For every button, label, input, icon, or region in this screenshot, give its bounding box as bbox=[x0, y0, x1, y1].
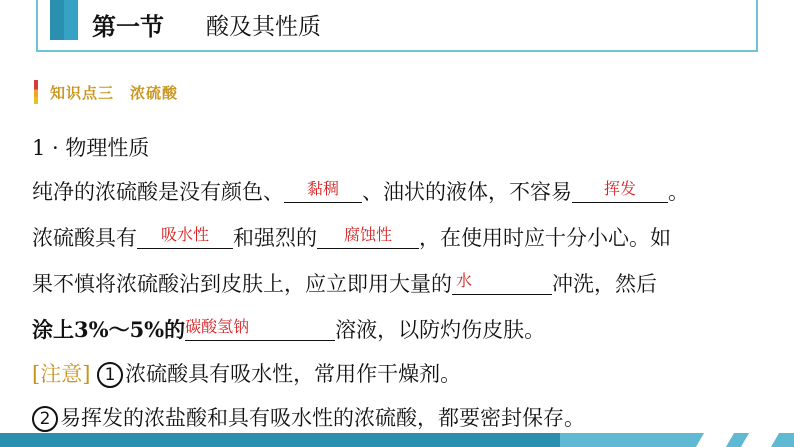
text-line-1: 纯净的浓硫酸是没有颜色、 黏稠 、油状的液体，不容易 挥发 。 bbox=[32, 176, 689, 206]
note-label: [注意] bbox=[32, 362, 91, 386]
text-line-2: 浓硫酸具有 吸水性 和强烈的 腐蚀性 ，在使用时应十分小心。如 bbox=[32, 222, 671, 252]
answer-text: 腐蚀性 bbox=[343, 225, 392, 244]
knowledge-point-tag bbox=[34, 80, 178, 104]
header-accent-light bbox=[64, 0, 78, 40]
answer-blank bbox=[185, 316, 335, 341]
note-line-1: [注意] 1 浓硫酸具有吸水性，常用作干燥剂。 bbox=[32, 362, 462, 386]
page-subtitle: 酸及其性质 bbox=[206, 14, 321, 40]
text-line-4: 涂上3%～5%的 碳酸氢钠 溶液，以防灼伤皮肤。 bbox=[32, 314, 545, 344]
answer-blank bbox=[137, 224, 233, 249]
page-title: 第一节 bbox=[92, 13, 164, 41]
circled-number-icon: 1 bbox=[97, 362, 123, 388]
tag-color-bar bbox=[34, 80, 38, 104]
answer-blank bbox=[572, 178, 668, 203]
answer-blank bbox=[452, 270, 552, 295]
answer-text: 吸水性 bbox=[160, 225, 209, 244]
tag-label: 知识点三 浓硫酸 bbox=[50, 83, 179, 102]
answer-text: 挥发 bbox=[603, 179, 636, 198]
answer-text: 黏稠 bbox=[306, 179, 339, 198]
circled-number-icon: 2 bbox=[32, 406, 58, 432]
note-line-2: 2 易挥发的浓盐酸和具有吸水性的浓硫酸，都要密封保存。 bbox=[32, 402, 585, 432]
answer-blank bbox=[284, 178, 362, 203]
answer-blank bbox=[317, 224, 419, 249]
text-line-3: 果不慎将浓硫酸沾到皮肤上，应立即用大量的 水 冲洗，然后 bbox=[32, 268, 657, 298]
answer-text: 碳酸氢钠 bbox=[185, 317, 250, 336]
section-heading: 1 · 物理性质 bbox=[32, 136, 150, 160]
answer-text: 水 bbox=[456, 271, 473, 290]
